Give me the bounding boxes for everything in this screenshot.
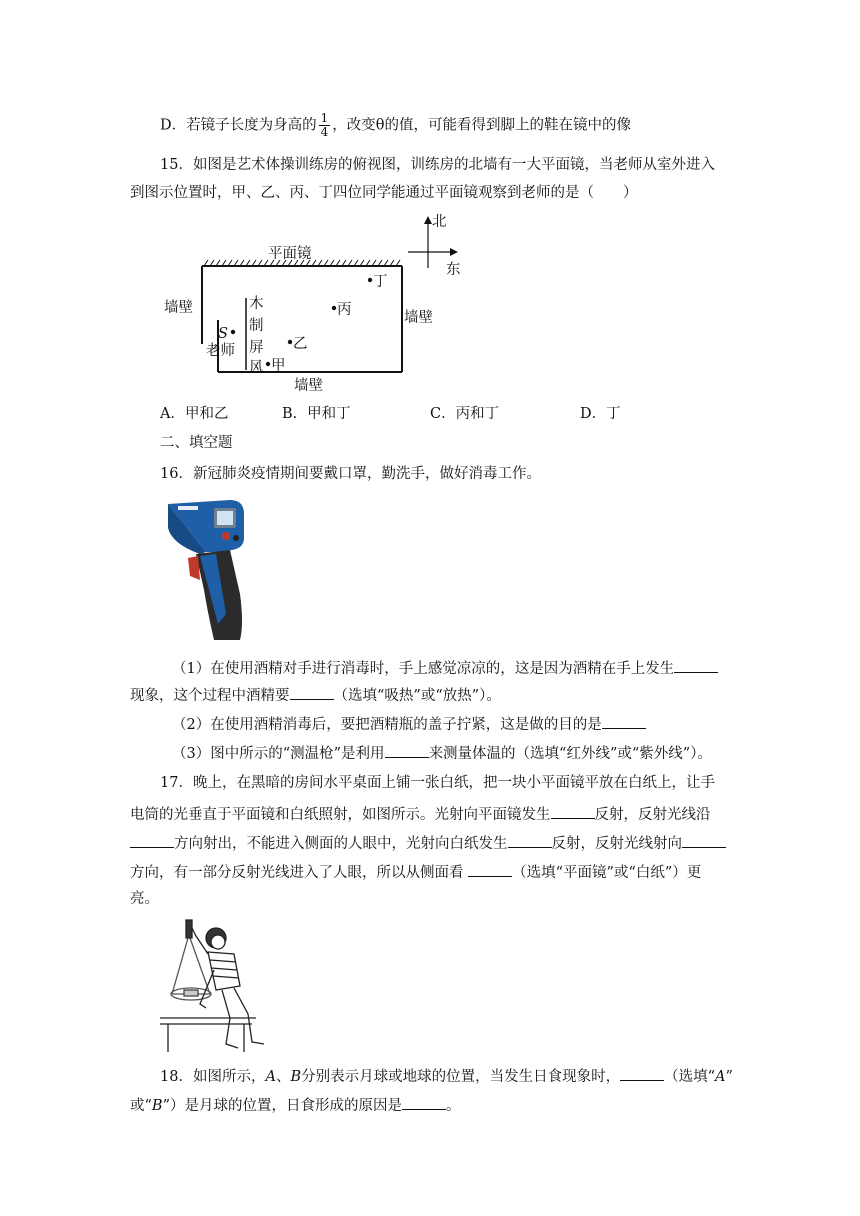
q16-p1-blank-1[interactable] — [674, 656, 718, 673]
q16-p3-text-b: 来测量体温的（选填“红外线”或“紫外线”）。 — [428, 746, 712, 762]
q18-sep: 、 — [275, 1069, 291, 1085]
q17-line3 — [130, 831, 726, 854]
q18-blank-2[interactable] — [402, 1093, 446, 1110]
north-arrow-icon — [424, 216, 432, 224]
east-arrow-icon — [450, 248, 458, 256]
q15-option-c: C．丙和丁 — [430, 406, 500, 422]
q16-p2-text: （2）在使用酒精消毒后，要把酒精瓶的盖子拧紧，这是做的目的是 — [172, 717, 602, 733]
q18-option-a-mark: A — [715, 1069, 726, 1085]
jia-label: 甲 — [271, 358, 286, 374]
yi-label: 乙 — [293, 336, 308, 352]
q17-line5: 亮。 — [130, 891, 159, 907]
q17-l2b-text: 反射，反射光线沿 — [594, 807, 711, 823]
fraction-numerator: 1 — [320, 111, 329, 125]
q14-d-suffix: ，改变θ的值，可能看得到脚上的鞋在镜中的像 — [332, 117, 631, 134]
q17-l4b-text: （选填“平面镜”或“白纸”）更 — [512, 865, 702, 881]
q18-l2b-text: ”）是月球的位置，日食形成的原因是 — [162, 1098, 402, 1114]
q16-part1-line2 — [130, 683, 501, 706]
q17-blank-3[interactable] — [508, 831, 552, 848]
infrared-thermometer-image — [160, 494, 250, 644]
q16-part3 — [172, 741, 712, 764]
q18-line1 — [160, 1064, 733, 1087]
q17-blank-4[interactable] — [682, 831, 726, 848]
q17-line1: 17．晚上，在黑暗的房间水平桌面上铺一张白纸，把一块小平面镜平放在白纸上，让手 — [160, 775, 715, 791]
q17-l3c-text: 反射，反射光线射向 — [551, 836, 682, 852]
screen-char-3: 屏 — [249, 340, 264, 356]
q18-blank-1[interactable] — [620, 1064, 664, 1081]
fraction — [319, 112, 331, 139]
teacher-label: 老师 — [206, 343, 235, 359]
q14-d-prefix: D．若镜子长度为身高的 — [160, 117, 317, 134]
q17-l4a-text: 方向，有一部分反射光线进入了人眼，所以从侧面看 — [130, 865, 464, 881]
fraction-denominator: 4 — [320, 125, 329, 139]
q17-blank-2[interactable] — [130, 831, 174, 848]
q15-option-b: B．甲和丁 — [282, 406, 351, 422]
q15-stem-line2: 到图示位置时，甲、乙、丙、丁四位同学能通过平面镜观察到老师的是（ ） — [130, 185, 638, 201]
q16-p1-text-a: （1）在使用酒精对手进行消毒时，手上感觉凉凉的，这是因为酒精在手上发生 — [172, 661, 675, 677]
q18-line2 — [130, 1093, 461, 1116]
q15-stem-line1: 15．如图是艺术体操训练房的俯视图，训练房的北墙有一大平面镜，当老师从室外进入 — [160, 157, 715, 173]
ding-label: 丁 — [373, 274, 388, 290]
flashlight-boy-image — [160, 914, 280, 1054]
q15-option-a: A．甲和乙 — [160, 406, 229, 422]
q18-l2c-text: 。 — [446, 1098, 461, 1114]
bing-label: 丙 — [337, 302, 352, 318]
east-label: 东 — [446, 262, 461, 278]
q18-l2a-text: 或“ — [130, 1098, 152, 1114]
q16-part1-line1 — [172, 656, 718, 679]
mirror-label: 平面镜 — [268, 246, 312, 262]
q18-label-a: A — [265, 1069, 276, 1085]
q18-l1d-text: ” — [725, 1069, 733, 1085]
q16-part2 — [172, 712, 646, 735]
q16-p3-text-a: （3）图中所示的“测温枪”是利用 — [172, 746, 385, 762]
wall-left-label: 墙壁 — [164, 300, 193, 316]
wall-right-label: 墙壁 — [404, 310, 433, 326]
q18-l1b-text: 分别表示月球或地球的位置，当发生日食现象时， — [301, 1069, 621, 1085]
point-jia — [266, 362, 270, 366]
q16-p2-blank[interactable] — [602, 712, 646, 729]
q17-l2-text: 电筒的光垂直于平面镜和白纸照射，如图所示。光射向平面镜发生 — [130, 807, 551, 823]
q17-blank-1[interactable] — [551, 802, 595, 819]
q18-option-b-mark: B — [151, 1098, 163, 1114]
north-label: 北 — [432, 214, 447, 230]
q16-p1-text-c: （选填“吸热”或“放热”）。 — [333, 688, 501, 704]
screen-char-2: 制 — [249, 318, 264, 334]
point-s — [231, 330, 235, 334]
point-ding — [368, 278, 372, 282]
point-bing — [332, 306, 336, 310]
q16-p3-blank[interactable] — [385, 741, 429, 758]
q16-p1-text-b: 现象，这个过程中酒精要 — [130, 688, 290, 704]
section-heading: 二、填空题 — [160, 435, 233, 451]
q18-l1a-text: 18．如图所示， — [160, 1069, 266, 1085]
screen-char-4: 风 — [249, 360, 264, 376]
point-yi — [288, 340, 292, 344]
q16-intro: 16．新冠肺炎疫情期间要戴口罩，勤洗手，做好消毒工作。 — [160, 466, 541, 482]
q17-line4 — [130, 860, 701, 883]
q14-option-d — [160, 112, 631, 139]
q18-l1c-text: （选填“ — [664, 1069, 716, 1085]
point-s-label: S — [218, 326, 228, 342]
q15-floorplan-diagram — [160, 212, 480, 402]
q15-option-d: D．丁 — [580, 406, 621, 422]
q17-l3b-text: 方向射出，不能进入侧面的人眼中，光射向白纸发生 — [174, 836, 508, 852]
q16-p1-blank-2[interactable] — [290, 683, 334, 700]
q17-blank-5[interactable] — [468, 860, 512, 877]
wall-bottom-label: 墙壁 — [294, 378, 323, 394]
q17-line2 — [130, 802, 711, 825]
q18-label-b: B — [290, 1069, 302, 1085]
screen-char-1: 木 — [249, 296, 264, 312]
